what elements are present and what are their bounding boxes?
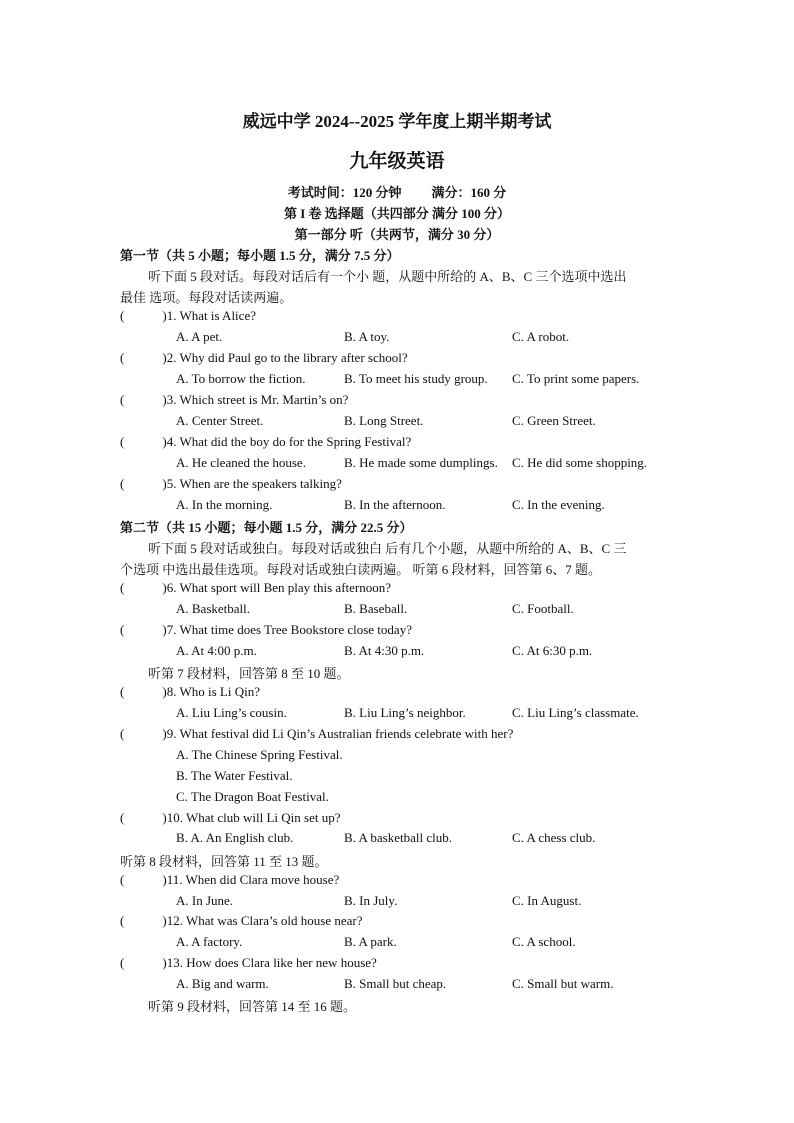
option-a: A. In June. [176, 893, 234, 908]
exam-score: 满分：160 分 [431, 185, 507, 200]
option-a: A. At 4:00 p.m. [176, 643, 257, 658]
option-b: B. To meet his study group. [344, 371, 488, 386]
exam-title: 威远中学 2024--2025 学年度上期半期考试 [242, 112, 552, 131]
option-a: B. A. An English club. [176, 830, 294, 845]
option-a: A. Liu Ling’s cousin. [176, 705, 287, 720]
listening-heading: 第一部分 听（共两节，满分 30 分） [294, 227, 500, 242]
section2-instruction-line1: 听下面 5 段对话或独白。每段对话或独白 后有几个小题，从题中所给的 A、B、C 三 [148, 541, 627, 556]
section1-instruction-line1: 听下面 5 段对话。每段对话后有一个小 题，从题中所给的 A、B、C 三个选项中选出 [148, 269, 627, 284]
option-c: C. Green Street. [512, 413, 596, 428]
question-11: ( )11. When did Clara move house? [120, 872, 340, 887]
option-c: C. He did some shopping. [512, 455, 648, 470]
question-9-option-b: B. The Water Festival. [176, 768, 293, 783]
question-3: ( )3. Which street is Mr. Martin’s on? [120, 392, 349, 407]
option-c: C. Small but warm. [512, 976, 614, 991]
option-a: A. Basketball. [176, 601, 251, 616]
question-12: ( )12. What was Clara’s old house near? [120, 913, 363, 928]
option-c: C. A robot. [512, 329, 570, 344]
option-a: A. A factory. [176, 934, 243, 949]
question-2: ( )2. Why did Paul go to the library after school? [120, 350, 408, 365]
question-8: ( )8. Who is Li Qin? [120, 684, 260, 699]
option-a: A. To borrow the fiction. [176, 371, 306, 386]
option-c: C. A chess club. [512, 830, 596, 845]
question-9: ( )9. What festival did Li Qin’s Australian friends celebrate with her? [120, 726, 514, 741]
material-7-note: 听第 7 段材料，回答第 8 至 10 题。 [148, 666, 350, 681]
option-a: A. Big and warm. [176, 976, 269, 991]
option-b: B. Liu Ling’s neighbor. [344, 705, 466, 720]
question-9-option-a: A. The Chinese Spring Festival. [176, 747, 343, 762]
question-4: ( )4. What did the boy do for the Spring Festival? [120, 434, 412, 449]
option-c: C. In August. [512, 893, 582, 908]
option-c: C. In the evening. [512, 497, 605, 512]
section2-title: 第二节（共 15 小题；每小题 1.5 分，满分 22.5 分） [120, 520, 413, 535]
question-13: ( )13. How does Clara like her new house? [120, 955, 377, 970]
option-b: B. At 4:30 p.m. [344, 643, 425, 658]
question-1: ( )1. What is Alice? [120, 308, 256, 323]
subject-title: 九年级英语 [349, 151, 445, 172]
exam-info [0, 182, 794, 201]
option-c: C. A school. [512, 934, 576, 949]
option-c: C. At 6:30 p.m. [512, 643, 593, 658]
option-b: B. He made some dumplings. [344, 455, 498, 470]
option-b: B. A park. [344, 934, 397, 949]
option-b: B. In the afternoon. [344, 497, 446, 512]
option-b: B. A basketball club. [344, 830, 452, 845]
section1-title: 第一节（共 5 小题；每小题 1.5 分，满分 7.5 分） [120, 248, 400, 263]
section1-instruction-line2: 最佳 选项。每段对话读两遍。 [120, 290, 293, 305]
exam-time: 考试时间：120 分钟 [287, 185, 402, 200]
option-c: C. Football. [512, 601, 574, 616]
material-8-note: 听第 8 段材料，回答第 11 至 13 题。 [120, 854, 328, 869]
option-a: A. A pet. [176, 329, 223, 344]
option-c: C. To print some papers. [512, 371, 640, 386]
question-10: ( )10. What club will Li Qin set up? [120, 810, 341, 825]
option-a: A. In the morning. [176, 497, 273, 512]
option-a: A. He cleaned the house. [176, 455, 306, 470]
material-9-note: 听第 9 段材料，回答第 14 至 16 题。 [148, 999, 357, 1014]
option-b: B. In July. [344, 893, 398, 908]
question-7: ( )7. What time does Tree Bookstore close today? [120, 622, 412, 637]
question-5: ( )5. When are the speakers talking? [120, 476, 342, 491]
question-6: ( )6. What sport will Ben play this afternoon? [120, 580, 392, 595]
option-b: B. Small but cheap. [344, 976, 447, 991]
part1-heading: 第 I 卷 选择题（共四部分 满分 100 分） [283, 206, 511, 221]
section2-instruction-line2: 个选项 中选出最佳选项。每段对话或独白读两遍。 听第 6 段材料，回答第 6、7 题。 [120, 562, 602, 577]
option-b: B. Long Street. [344, 413, 424, 428]
question-9-option-c: C. The Dragon Boat Festival. [176, 789, 329, 804]
option-b: B. A toy. [344, 329, 390, 344]
option-a: A. Center Street. [176, 413, 264, 428]
option-b: B. Baseball. [344, 601, 408, 616]
option-c: C. Liu Ling’s classmate. [512, 705, 639, 720]
